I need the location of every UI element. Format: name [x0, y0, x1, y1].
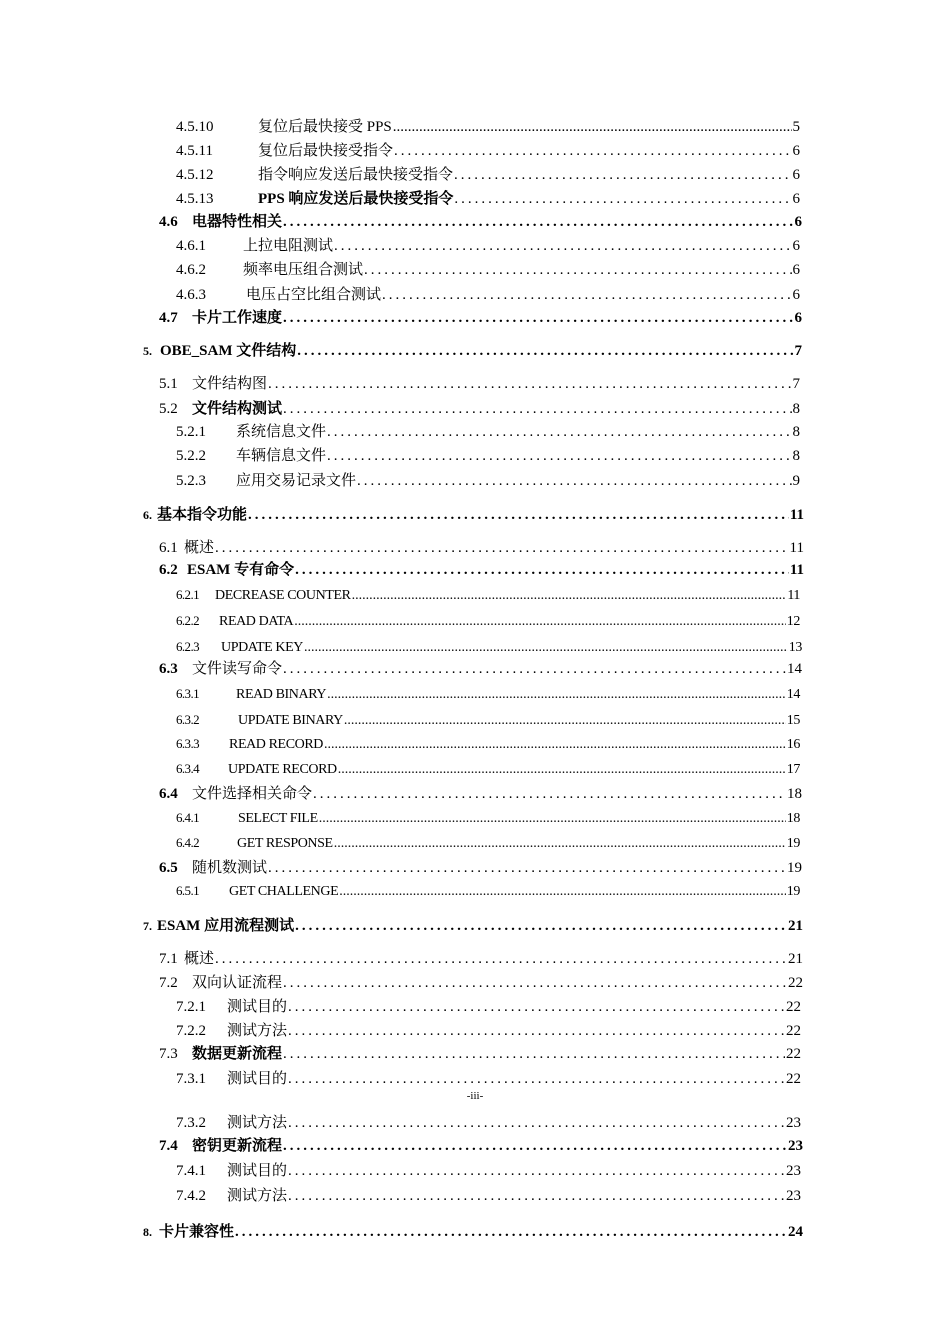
- toc-entry-number: 5.1: [159, 376, 178, 392]
- toc-entry[interactable]: [159, 560, 804, 580]
- toc-entry-title: UPDATE BINARY: [238, 713, 343, 728]
- toc-entry[interactable]: [159, 858, 802, 878]
- dot-leader: [339, 882, 786, 902]
- toc-entry-title: PPS 响应发送后最快接受指令: [258, 191, 454, 207]
- toc-entry-number: 7.: [143, 919, 152, 933]
- toc-entry-page: 6: [792, 262, 800, 278]
- toc-entry-page: 12: [786, 614, 800, 629]
- toc-entry-title: 电器特性相关: [192, 214, 283, 230]
- toc-entry-number: 6.2.2: [176, 613, 200, 628]
- toc-entry[interactable]: [159, 1136, 803, 1156]
- toc-entry[interactable]: [176, 637, 802, 658]
- toc-entry-number: 5.2: [159, 401, 178, 417]
- toc-entry-title: 复位后最快接受指令: [258, 143, 394, 159]
- toc-entry-number: 4.6.2: [176, 262, 206, 278]
- toc-entry-number: 6.3.3: [176, 736, 200, 751]
- dot-leader: [215, 538, 789, 558]
- dot-leader: [313, 784, 786, 804]
- toc-entry-page: 8: [792, 401, 800, 417]
- toc-entry-number: 7.1: [159, 951, 178, 967]
- dot-leader: [324, 735, 786, 755]
- toc-entry-number: 4.5.12: [176, 167, 214, 183]
- toc-entry-title: 电压占空比组合测试: [246, 287, 382, 303]
- dot-leader: [327, 685, 786, 705]
- dot-leader: [283, 1136, 787, 1156]
- toc-entry-number: 7.2: [159, 975, 178, 991]
- toc-entry-title: 卡片工作速度: [192, 310, 283, 326]
- toc-entry[interactable]: [143, 505, 804, 525]
- toc-entry-page: 6: [794, 310, 802, 326]
- toc-entry[interactable]: [159, 1044, 801, 1064]
- toc-entry-number: 4.5.10: [176, 119, 214, 135]
- toc-entry-page: 18: [786, 811, 800, 826]
- toc-entry-page: 8: [792, 424, 800, 440]
- toc-entry[interactable]: [176, 117, 800, 137]
- toc-entry[interactable]: [159, 538, 804, 558]
- toc-entry-number: 4.6: [159, 214, 178, 230]
- toc-entry[interactable]: [143, 341, 802, 361]
- toc-entry[interactable]: [176, 422, 800, 442]
- toc-entry[interactable]: [176, 165, 800, 185]
- toc-entry-number: 7.2.2: [176, 1023, 206, 1039]
- toc-entry-number: 7.3.2: [176, 1115, 206, 1131]
- toc-entry-title: DECREASE COUNTER: [215, 588, 351, 603]
- toc-entry-page: 6: [792, 167, 800, 183]
- toc-entry-number: 6.2.1: [176, 587, 200, 602]
- toc-entry[interactable]: [176, 1186, 801, 1206]
- toc-entry-page: 11: [789, 540, 804, 556]
- toc-entry-page: 24: [788, 1224, 803, 1240]
- toc-entry-number: 6.: [143, 508, 152, 522]
- toc-entry-page: 6: [792, 238, 800, 254]
- toc-entry[interactable]: [176, 684, 800, 705]
- toc-entry[interactable]: [176, 833, 800, 854]
- dot-leader: [288, 997, 785, 1017]
- toc-entry-number: 6.3: [159, 661, 178, 677]
- dot-leader: [283, 659, 786, 679]
- dot-leader: [304, 638, 788, 658]
- toc-entry[interactable]: [176, 1161, 801, 1181]
- dot-leader: [288, 1021, 785, 1041]
- dot-leader: [334, 236, 791, 256]
- toc-entry-title: 应用交易记录文件: [236, 473, 357, 489]
- dot-leader: [288, 1161, 785, 1181]
- toc-entry-number: 6.4: [159, 786, 178, 802]
- dot-leader: [283, 399, 791, 419]
- dot-leader: [268, 858, 786, 878]
- dot-leader: [297, 341, 793, 361]
- toc-entry-page: 21: [788, 951, 803, 967]
- toc-entry-title: 概述: [184, 951, 215, 967]
- toc-entry-title: 上拉电阻测试: [243, 238, 334, 254]
- dot-leader: [268, 374, 791, 394]
- toc-entry-title: READ RECORD: [229, 737, 323, 752]
- toc-entry-number: 6.1: [159, 540, 178, 556]
- toc-entry-number: 7.2.1: [176, 999, 206, 1015]
- toc-entry[interactable]: [176, 1069, 801, 1089]
- toc-entry-number: 6.4.1: [176, 810, 200, 825]
- toc-entry-number: 4.6.3: [176, 287, 206, 303]
- toc-entry[interactable]: [159, 784, 802, 804]
- toc-entry-page: 22: [786, 1071, 801, 1087]
- dot-leader: [288, 1186, 785, 1206]
- toc-entry-title: 指令响应发送后最快接受指令: [258, 167, 454, 183]
- dot-leader: [248, 505, 789, 525]
- toc-entry-title: 测试方法: [227, 1115, 288, 1131]
- page-number-footer: -iii-: [466, 1090, 484, 1102]
- toc-entry-number: 6.5.1: [176, 883, 200, 898]
- toc-entry-number: 7.3: [159, 1046, 178, 1062]
- toc-entry-number: 5.2.3: [176, 473, 206, 489]
- toc-entry[interactable]: [176, 260, 800, 280]
- toc-entry-page: 11: [789, 507, 804, 523]
- toc-entry-number: 8.: [143, 1225, 152, 1239]
- toc-entry-page: 15: [786, 713, 800, 728]
- toc-entry-title: GET CHALLENGE: [229, 884, 339, 899]
- toc-entry-title: READ DATA: [219, 614, 294, 629]
- dot-leader: [357, 471, 791, 491]
- toc-entry-title: 卡片兼容性: [159, 1224, 235, 1240]
- toc-entry-page: 23: [786, 1115, 801, 1131]
- toc-entry-page: 19: [786, 884, 800, 899]
- dot-leader: [352, 586, 787, 606]
- toc-entry[interactable]: [176, 1113, 801, 1133]
- toc-entry-title: 文件读写命令: [192, 661, 283, 677]
- toc-entry-number: 5.2.2: [176, 448, 206, 464]
- toc-entry[interactable]: [176, 285, 800, 305]
- toc-entry-number: 7.4.2: [176, 1188, 206, 1204]
- toc-entry[interactable]: [176, 710, 800, 731]
- toc-entry-title: 文件结构测试: [192, 401, 283, 417]
- toc-entry-title: 测试目的: [227, 1163, 288, 1179]
- toc-entry-title: 复位后最快接受 PPS: [258, 119, 392, 135]
- toc-entry-title: 频率电压组合测试: [243, 262, 364, 278]
- dot-leader: [215, 949, 787, 969]
- toc-entry-number: 6.3.1: [176, 686, 200, 701]
- toc-entry[interactable]: [176, 1021, 801, 1041]
- toc-entry-page: 23: [786, 1188, 801, 1204]
- toc-entry-page: 5: [792, 119, 800, 135]
- toc-entry-page: 6: [792, 143, 800, 159]
- dot-leader: [288, 1069, 785, 1089]
- toc-entry-page: 22: [786, 999, 801, 1015]
- toc-entry-page: 14: [787, 661, 802, 677]
- toc-entry[interactable]: [176, 236, 800, 256]
- dot-leader: [344, 711, 786, 731]
- toc-entry-title: 密钥更新流程: [192, 1138, 283, 1154]
- toc-entry-page: 21: [788, 918, 803, 934]
- toc-entry[interactable]: [176, 997, 801, 1017]
- dot-leader: [283, 973, 787, 993]
- toc-entry-title: 测试目的: [227, 1071, 288, 1087]
- dot-leader: [319, 809, 786, 829]
- toc-entry-title: 文件选择相关命令: [192, 786, 313, 802]
- toc-entry-title: GET RESPONSE: [237, 836, 333, 851]
- toc-entry-page: 6: [794, 214, 802, 230]
- dot-leader: [327, 446, 791, 466]
- toc-entry-title: SELECT FILE: [238, 811, 318, 826]
- dot-leader: [235, 1222, 787, 1242]
- toc-entry-number: 4.5.13: [176, 191, 214, 207]
- toc-entry-number: 6.4.2: [176, 835, 200, 850]
- dot-leader: [382, 285, 791, 305]
- toc-entry-title: 随机数测试: [192, 860, 268, 876]
- toc-entry-page: 8: [792, 448, 800, 464]
- toc-entry[interactable]: [159, 659, 802, 679]
- dot-leader: [334, 834, 786, 854]
- toc-entry[interactable]: [176, 611, 800, 632]
- toc-entry-number: 5.2.1: [176, 424, 206, 440]
- toc-entry-page: 9: [792, 473, 800, 489]
- toc-entry-title: 数据更新流程: [192, 1046, 283, 1062]
- toc-entry-title: READ BINARY: [236, 687, 327, 702]
- toc-entry-page: 7: [794, 343, 802, 359]
- toc-entry-title: UPDATE RECORD: [228, 762, 337, 777]
- toc-entry-title: UPDATE KEY: [221, 640, 303, 655]
- toc-entry-page: 18: [787, 786, 802, 802]
- toc-entry-title: 车辆信息文件: [236, 448, 327, 464]
- toc-entry-page: 6: [792, 287, 800, 303]
- dot-leader: [327, 422, 791, 442]
- toc-entry-number: 4.5.11: [176, 143, 213, 159]
- toc-entry[interactable]: [159, 374, 800, 394]
- toc-entry-title: OBE_SAM 文件结构: [160, 343, 297, 359]
- dot-leader: [295, 560, 789, 580]
- toc-entry-title: ESAM 专有命令: [187, 562, 295, 578]
- toc-entry[interactable]: [159, 949, 803, 969]
- toc-entry[interactable]: [176, 141, 800, 161]
- dot-leader: [283, 1044, 785, 1064]
- toc-entry[interactable]: [176, 759, 800, 780]
- toc-entry-page: 13: [788, 640, 802, 655]
- toc-entry[interactable]: [143, 1222, 803, 1242]
- toc-entry-page: 11: [787, 588, 800, 603]
- dot-leader: [283, 308, 793, 328]
- toc-entry[interactable]: [159, 973, 803, 993]
- dot-leader: [294, 612, 786, 632]
- toc-entry-title: 测试方法: [227, 1188, 288, 1204]
- toc-entry-number: 5.: [143, 344, 152, 358]
- dot-leader: [288, 1113, 785, 1133]
- toc-entry-page: 14: [786, 687, 800, 702]
- toc-entry-number: 6.5: [159, 860, 178, 876]
- toc-entry[interactable]: [176, 734, 800, 755]
- dot-leader: [295, 916, 787, 936]
- toc-entry-number: 6.2.3: [176, 639, 200, 654]
- toc-entry-page: 11: [789, 562, 804, 578]
- toc-entry-page: 23: [788, 1138, 803, 1154]
- toc-entry-page: 23: [786, 1163, 801, 1179]
- toc-entry[interactable]: [176, 808, 800, 829]
- toc-entry-title: 系统信息文件: [236, 424, 327, 440]
- toc-entry-title: 基本指令功能: [157, 507, 248, 523]
- toc-entry[interactable]: [176, 585, 800, 606]
- toc-entry-page: 16: [786, 737, 800, 752]
- toc-entry-page: 7: [792, 376, 800, 392]
- toc-entry-title: 双向认证流程: [192, 975, 283, 991]
- dot-leader: [454, 189, 791, 209]
- toc-entry-number: 7.3.1: [176, 1071, 206, 1087]
- toc-entry-number: 6.3.4: [176, 761, 200, 776]
- toc-entry-page: 22: [786, 1046, 801, 1062]
- toc-entry[interactable]: [176, 471, 800, 491]
- toc-entry[interactable]: [176, 446, 800, 466]
- dot-leader: [364, 260, 791, 280]
- toc-entry-number: 4.7: [159, 310, 178, 326]
- toc-entry-number: 6.3.2: [176, 712, 200, 727]
- toc-entry[interactable]: [159, 212, 802, 232]
- toc-entry-page: 22: [786, 1023, 801, 1039]
- toc-entry-title: 文件结构图: [192, 376, 268, 392]
- dot-leader: [394, 141, 791, 161]
- toc-entry-page: 19: [787, 860, 802, 876]
- toc-entry-page: 19: [786, 836, 800, 851]
- toc-entry[interactable]: [176, 189, 800, 209]
- toc-entry-page: 22: [788, 975, 803, 991]
- toc-entry-title: 测试目的: [227, 999, 288, 1015]
- dot-leader: [338, 760, 786, 780]
- toc-entry[interactable]: [159, 399, 800, 419]
- toc-entry-title: 测试方法: [227, 1023, 288, 1039]
- toc-entry-number: 6.2: [159, 562, 178, 578]
- toc-entry-page: 17: [786, 762, 800, 777]
- toc-entry[interactable]: [159, 308, 802, 328]
- toc-entry-number: 7.4.1: [176, 1163, 206, 1179]
- toc-entry-page: 6: [792, 191, 800, 207]
- toc-entry-title: 概述: [184, 540, 215, 556]
- dot-leader: [393, 117, 792, 137]
- toc-entry[interactable]: [176, 881, 800, 902]
- dot-leader: [454, 165, 791, 185]
- toc-entry-title: ESAM 应用流程测试: [157, 918, 295, 934]
- toc-entry-number: 7.4: [159, 1138, 178, 1154]
- dot-leader: [283, 212, 793, 232]
- toc-entry-number: 4.6.1: [176, 238, 206, 254]
- toc-entry[interactable]: [143, 916, 803, 936]
